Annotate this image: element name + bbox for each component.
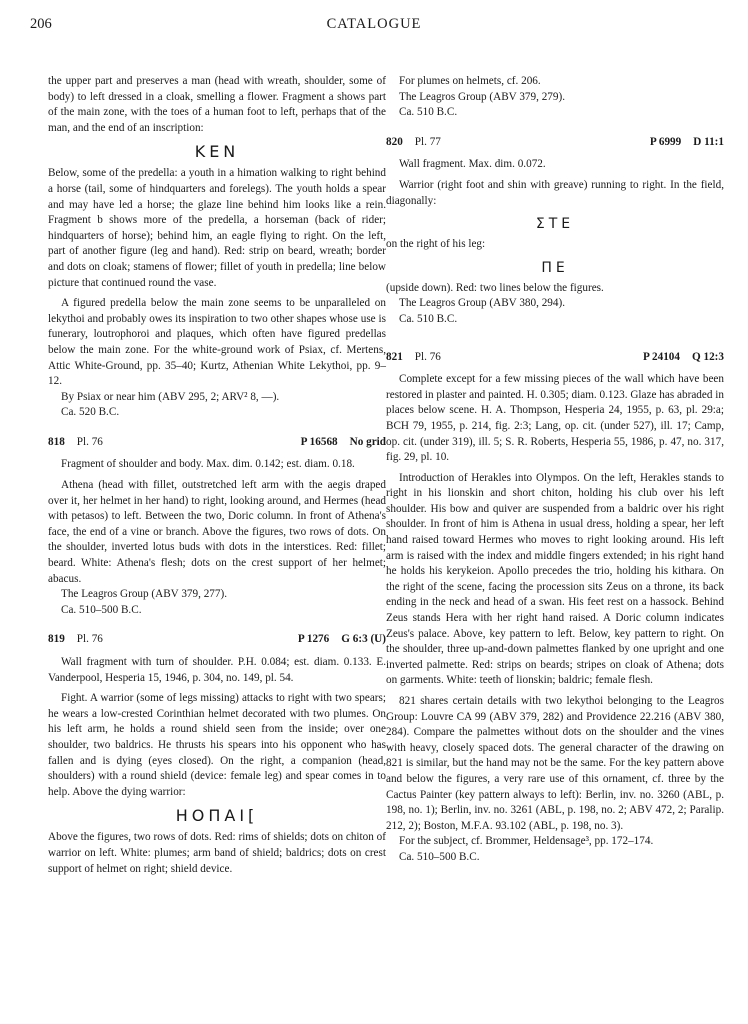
inscription-hopai: ΗΟΠΑΙ[ xyxy=(175,806,259,826)
entry-818-heading xyxy=(48,435,386,451)
entry-819-attribution: The Leagros Group (ABV 379, 279). xyxy=(399,90,566,103)
grid-ref: No grid xyxy=(349,435,386,448)
grid-ref: Q 12:3 xyxy=(691,350,724,363)
inventory-number: P 1276 xyxy=(297,633,330,646)
inventory-number: P 24104 xyxy=(643,350,680,363)
plate-ref: Pl. 76 xyxy=(414,350,441,363)
grid-ref: G 6:3 (U) xyxy=(341,633,386,646)
entry-817-date: Ca. 520 B.C. xyxy=(61,406,120,419)
entry-820-date: Ca. 510 B.C. xyxy=(399,312,458,325)
entry-820-position: on the right of his leg: xyxy=(386,238,486,251)
entry-820-description: Wall fragment. Max. dim. 0.072. xyxy=(399,158,546,171)
catalogue-number: 819 xyxy=(48,633,65,646)
inscription-ken: ΚΕΝ xyxy=(194,142,240,162)
entry-819-comparison: For plumes on helmets, cf. 206. xyxy=(399,75,541,87)
right-column xyxy=(386,74,724,866)
entry-821-scene: Introduction of Herakles into Olympos. On the left, Herakles stands to right in his lionskin and short chiton, holding his club over his left shoulder. His bow and quiver are suspended from a baldric over his right shoulder. In front of him is Athena in usual dress, holding a spear, her left hand raised toward Hermes who moves to right looking around. His left arm is raised with the index and middle fingers extended; in his right hand he holds his kerykeion. Apollo precedes the trio, holding his kithara. On the right of the scene, facing the procession sits Zeus on a throne, its back ending in the neck and head of a swan. His feet rest on a hassock. Behind Zeus stands Hera with her right hand raised. A Doric column indicates Zeus's palace. Above, key pattern to left. Below, key pattern to right. On the shoulder, three up-and-down palmettes flanked by one upright and one inverted palmette. Red: strips on beards; stripes on cloak of Athena; dots on garments. White: teeth of lionskin; baldric; female flesh. xyxy=(386,471,724,687)
entry-819-colors: Above the figures, two rows of dots. Red: rims of shields; dots on chiton of warrior on left. White: plumes; arm band of shield; baldrics; dots on crest support of helmet on right; shield device. xyxy=(48,831,386,875)
entry-817-discussion: A figured predella below the main zone seems to be unparalleled on lekythoi and probably owes its inspiration to two other shapes whose use is funerary, loutrophoroi and plaques, which often have figured predellas below the main zone. For the white-ground work of Psiax, cf. Mertens, Attic White-Ground, pp. 35–40; Kurtz, Athenian White Lekythoi, pp. 9–12. xyxy=(48,297,386,388)
inscription-ste: ΣΤΕ xyxy=(535,216,575,233)
entry-818-date: Ca. 510–500 B.C. xyxy=(61,603,142,616)
entry-819-date: Ca. 510 B.C. xyxy=(399,106,458,119)
entry-820-colors: (upside down). Red: two lines below the figures. xyxy=(386,281,604,294)
entry-821-heading xyxy=(386,350,724,366)
entry-818-scene: Athena (head with fillet, outstretched left arm with the aegis draped over it, her helmet in her hand) to right, looking around, and Hermes (head with petasos) to left. Between the two, Doric column. In front of Athena's face, the end of a vine or branch. Above the figures, two rows of dots. On the shoulder, inverted lotus buds with dots in the interstices. Red: fillet; beard. White: Athena's flesh; dots on the crest support of her helmet; abacus. xyxy=(48,479,386,585)
entry-817-predella: Below, some of the predella: a youth in a himation walking to right behind a horse (tail, some of hindquarters and forelegs). The youth holds a spear and may have led a horse; the glaze line behind him looks like a rein. Fragment b shows more of the predella, a horseman (back of rider; hindquarters of horse); behind him, an eagle flying to right. On the left, part of another figure (leg and hand). Red: strip on beard, wreath; border and dots on cloak; stamens of flower; fillet of youth in predella; line below picture that continued round the vase. xyxy=(48,167,386,289)
entry-820-scene: Warrior (right foot and shin with greave) running to right. In the field, diagonally: xyxy=(386,178,724,207)
entry-817-attribution: By Psiax or near him (ABV 295, 2; ARV² 8, —). xyxy=(61,390,280,403)
entry-817-continuation: the upper part and preserves a man (head with wreath, shoulder, some of body) to left dressed in a cloak, smelling a flower. Fragment a shows part of the main zone, with the toes of a human foot to left, perhaps that of the man, and the end of an inscription: xyxy=(48,75,386,134)
entry-819-description: Wall fragment with turn of shoulder. P.H. 0.084; est. diam. 0.133. E. Vanderpool, Hesperia 15, 1946, p. 304, no. 149, pl. 54. xyxy=(48,656,386,684)
entry-821-description: Complete except for a few missing pieces of the wall which have been restored in plaster and painted. H. 0.305; diam. 0.123. Glaze has abraded in places below scene. H. A. Thompson, Hesperia 24, 1955, p. 63, pl. 29:a; BCH 79, 1955, p. 214, fig. 2:3; Lang, op. cit. (under 527), ill. 17; Camp, op. cit. (under 319), ill. 5; S. R. Roberts, Hesperia 55, 1986, p. 47, no. 317, fig. 29, pl. 10. xyxy=(386,373,724,464)
catalogue-number: 818 xyxy=(48,435,65,448)
inventory-number: P 6999 xyxy=(649,135,682,148)
inventory-number: P 16568 xyxy=(300,435,338,448)
entry-820-heading xyxy=(386,135,724,151)
entry-820-attribution: The Leagros Group (ABV 380, 294). xyxy=(399,297,566,310)
left-column xyxy=(48,74,386,877)
grid-ref: D 11:1 xyxy=(693,135,724,148)
entry-818-attribution: The Leagros Group (ABV 379, 277). xyxy=(61,588,228,601)
page-number: 206 xyxy=(30,16,52,32)
catalogue-number: 820 xyxy=(386,135,403,148)
entry-821-subject-ref: For the subject, cf. Brommer, Heldensage³, pp. 172–174. xyxy=(399,835,654,848)
inscription-pe: ΠΕ xyxy=(541,259,569,276)
entry-821-discussion: 821 shares certain details with two lekythoi belonging to the Leagros Group: Louvre CA 99 (ABV 379, 282) and Providence 22.216 (ABV 380, 284). Compare the palmettes without dots on the shoulder and the vines with heavy, closely spaced dots. The general character of the drawing on 821 is similar, but the hand may not be the same. For the key pattern above and below the figures, a very rare use of this ornament, cf. three by the Cactus Painter (key pattern always to left): Berlin, inv. no. 3260 (ABL, p. 198, no. 1); Berlin, inv. no. 3261 (ABL, p. 198, no. 2; ABV 472, 2; Paralip. 212, 2); Boston, M.F.A. 93.102 (ABL, p. 198, no. 3). xyxy=(386,695,724,832)
catalogue-number: 821 xyxy=(386,350,403,363)
entry-821-date: Ca. 510–500 B.C. xyxy=(399,850,480,863)
entry-819-scene: Fight. A warrior (some of legs missing) attacks to right with two spears; he wears a low-crested Corinthian helmet decorated with two plumes. On his left arm, he holds a round shield seen from the inside; over one shoulder, two baldrics. He thrusts his spears into his opponent who has fallen and is dying (eyes closed). On the right, a companion (head, shoulders) with a round shield (device: female leg) and spear comes in to help. Above the dying warrior: xyxy=(48,692,386,798)
entry-818-description: Fragment of shoulder and body. Max. dim. 0.142; est. diam. 0.18. xyxy=(61,458,355,471)
plate-ref: Pl. 76 xyxy=(76,435,103,448)
running-title: CATALOGUE xyxy=(326,16,422,32)
plate-ref: Pl. 77 xyxy=(414,135,441,148)
entry-819-heading xyxy=(48,632,386,648)
plate-ref: Pl. 76 xyxy=(76,633,103,646)
